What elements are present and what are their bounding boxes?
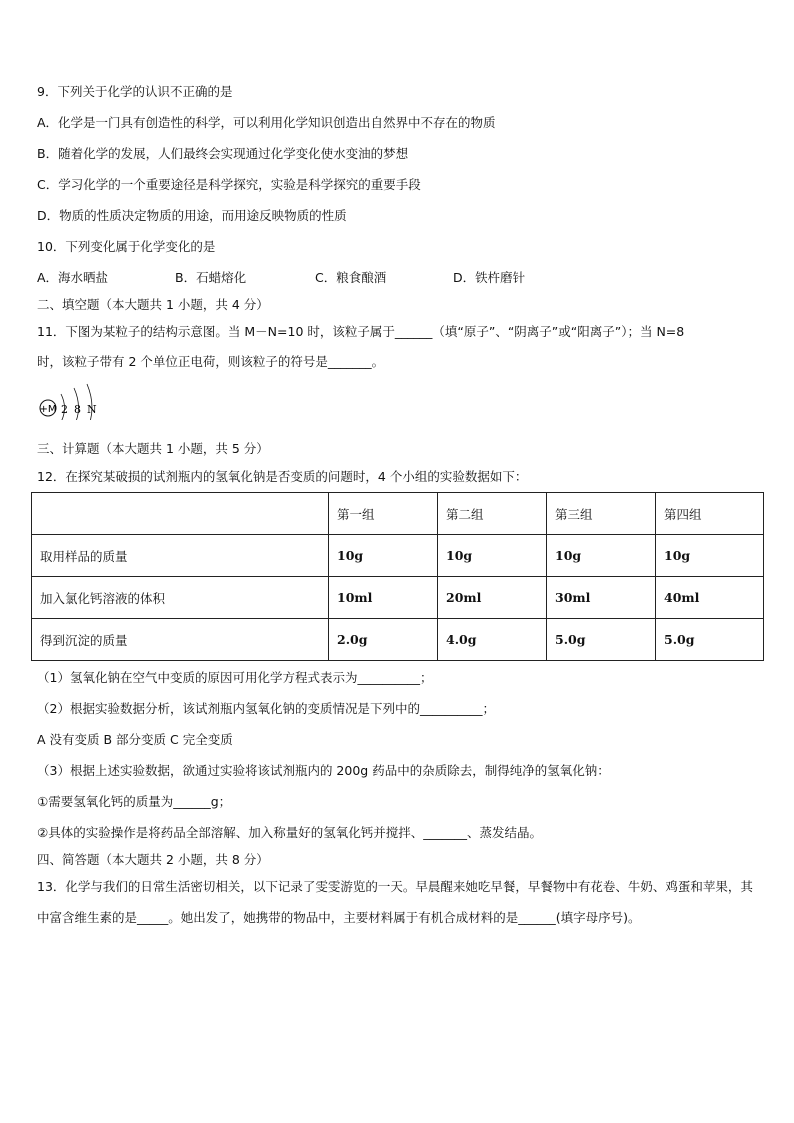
q10-stem: 10．下列变化属于化学变化的是 — [37, 239, 216, 254]
table-cell: 10g — [329, 535, 438, 577]
table-header-cell: 第四组 — [656, 493, 764, 535]
table-cell: 5.0g — [656, 619, 764, 661]
table-cell: 30ml — [547, 577, 656, 619]
table-cell: 20ml — [438, 577, 547, 619]
nucleus-label: +M — [39, 404, 57, 415]
q9-stem: 9．下列关于化学的认识不正确的是 — [37, 84, 233, 99]
shell-2-electrons: 8 — [74, 403, 81, 416]
q9-option-b: B．随着化学的发展，人们最终会实现通过化学变化使水变油的梦想 — [37, 146, 409, 161]
q9-option-a: A．化学是一门具有创造性的科学，可以利用化学知识创造出自然界中不存在的物质 — [37, 115, 496, 130]
q10-option-c: C．粮食酿酒 — [315, 270, 387, 285]
particle-structure-diagram — [37, 380, 107, 420]
table-cell: 2.0g — [329, 619, 438, 661]
shell-3-electrons: N — [87, 403, 97, 416]
q12-sub3-a: ①需要氢氧化钙的质量为______g； — [37, 794, 232, 809]
table-cell: 5.0g — [547, 619, 656, 661]
table-cell: 10g — [547, 535, 656, 577]
q12-sub3-b: ②具体的实验操作是将药品全部溶解、加入称量好的氢氧化钙并搅拌、_______、蒸发结晶。 — [37, 825, 542, 840]
table-row — [32, 619, 764, 661]
q12-sub3: （3）根据上述实验数据，欲通过实验将该试剂瓶内的 200g 药品中的杂质除去，制得纯净的氢氧化钠： — [37, 763, 610, 778]
table-row — [32, 577, 764, 619]
q10-option-a: A．海水晒盐 — [37, 270, 109, 285]
q11-line2: 时，该粒子带有 2 个单位正电荷，则该粒子的符号是_______。 — [37, 354, 385, 369]
section-short-answer-heading: 四、简答题（本大题共 2 小题，共 8 分） — [37, 852, 269, 867]
section-fill-in-heading: 二、填空题（本大题共 1 小题，共 4 分） — [37, 297, 269, 312]
q11-line1: 11．下图为某粒子的结构示意图。当 M－N=10 时，该粒子属于______（填“原子”、“阴离子”或“阳离子”）；当 N=8 — [37, 324, 685, 339]
q9-option-d: D．物质的性质决定物质的用途，而用途反映物质的性质 — [37, 208, 347, 223]
table-header-cell: 第三组 — [547, 493, 656, 535]
table-cell: 40ml — [656, 577, 764, 619]
q12-stem: 12．在探究某破损的试剂瓶内的氢氧化钠是否变质的问题时，4 个小组的实验数据如下： — [37, 469, 528, 484]
table-row-label: 加入氯化钙溶液的体积 — [32, 577, 329, 619]
q12-sub2: （2）根据实验数据分析，该试剂瓶内氢氧化钠的变质情况是下列中的__________； — [37, 701, 495, 716]
table-header-cell: 第二组 — [438, 493, 547, 535]
shell-1-electrons: 2 — [61, 403, 68, 416]
table-header-cell — [32, 493, 329, 535]
table-cell: 4.0g — [438, 619, 547, 661]
table-row-label: 得到沉淀的质量 — [32, 619, 329, 661]
table-row — [32, 535, 764, 577]
q12-sub1: （1）氢氧化钠在空气中变质的原因可用化学方程式表示为__________； — [37, 670, 433, 685]
section-calc-heading: 三、计算题（本大题共 1 小题，共 5 分） — [37, 441, 269, 456]
q13-text: 13．化学与我们的日常生活密切相关，以下记录了雯雯游览的一天。早晨醒来她吃早餐，早餐物中有花卷、牛奶、鸡蛋和苹果，其中富含维生素的是_____。她出发了，她携带的物品中，主要材料属于有机合成材料的是______(填字母序号)。 — [37, 879, 753, 925]
q9-option-c: C．学习化学的一个重要途径是科学探究，实验是科学探究的重要手段 — [37, 177, 421, 192]
table-cell: 10ml — [329, 577, 438, 619]
q10-option-b: B．石蜡熔化 — [175, 270, 247, 285]
table-cell: 10g — [656, 535, 764, 577]
experiment-data-table — [31, 492, 764, 661]
table-cell: 10g — [438, 535, 547, 577]
table-header-row — [32, 493, 764, 535]
table-header-cell: 第一组 — [329, 493, 438, 535]
table-row-label: 取用样品的质量 — [32, 535, 329, 577]
q12-sub2-options: A 没有变质 B 部分变质 C 完全变质 — [37, 732, 233, 747]
q10-option-d: D．铁杵磨针 — [453, 270, 526, 285]
